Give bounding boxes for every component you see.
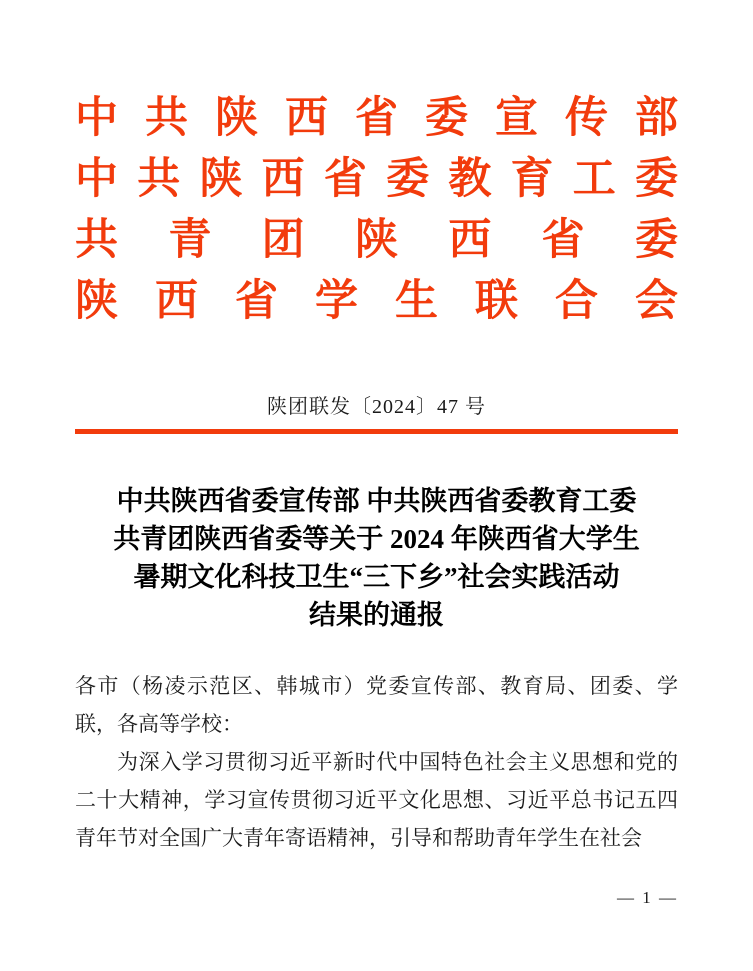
letterhead-character: 陕 <box>354 217 398 264</box>
title-line-4: 结果的通报 <box>309 600 444 630</box>
letterhead-character: 青 <box>168 217 212 264</box>
letterhead-character: 省 <box>235 278 278 325</box>
letterhead-character: 共 <box>145 95 188 142</box>
letterhead-character: 教 <box>448 156 492 203</box>
document-number: 陕团联发〔2024〕47 号 <box>267 396 486 418</box>
letterhead-character: 委 <box>634 217 678 264</box>
letterhead-character: 委 <box>425 95 468 142</box>
letterhead-character: 工 <box>572 156 616 203</box>
document-title <box>60 482 693 634</box>
letterhead-character: 西 <box>155 278 198 325</box>
letterhead-character: 团 <box>261 217 305 264</box>
letterhead-character: 传 <box>565 95 608 142</box>
letterhead-character: 西 <box>285 95 328 142</box>
page-number: — 1 — <box>617 888 678 907</box>
letterhead-character: 省 <box>541 217 585 264</box>
letterhead-character: 共 <box>137 156 181 203</box>
letterhead-character: 共 <box>75 217 118 264</box>
letterhead-character: 部 <box>635 95 678 142</box>
letterhead-org-line-3 <box>75 210 678 271</box>
letterhead-character: 育 <box>510 156 554 203</box>
letterhead-org-line-4 <box>75 271 678 332</box>
letterhead <box>75 88 678 332</box>
letterhead-character: 委 <box>386 156 430 203</box>
letterhead-character: 省 <box>355 95 398 142</box>
letterhead-character: 陕 <box>215 95 258 142</box>
letterhead-org-line-1 <box>75 88 678 149</box>
title-line-3: 暑期文化科技卫生“三下乡”社会实践活动 <box>133 562 620 592</box>
letterhead-character: 西 <box>448 217 492 264</box>
letterhead-character: 生 <box>395 278 438 325</box>
letterhead-character: 省 <box>323 156 367 203</box>
letterhead-character: 西 <box>261 156 305 203</box>
letterhead-character: 会 <box>635 278 678 325</box>
letterhead-character: 联 <box>475 278 518 325</box>
letterhead-character: 陕 <box>75 278 118 325</box>
letterhead-character: 陕 <box>199 156 243 203</box>
letterhead-character: 学 <box>315 278 358 325</box>
letterhead-org-line-2 <box>75 149 678 210</box>
recipients-salutation: 各市（杨凌示范区、韩城市）党委宣传部、教育局、团委、学联，各高等学校： <box>75 674 678 736</box>
letterhead-character: 委 <box>634 156 678 203</box>
title-line-1: 中共陕西省委宣传部 中共陕西省委教育工委 <box>116 486 637 516</box>
title-line-2: 共青团陕西省委等关于 2024 年陕西省大学生 <box>113 524 640 554</box>
letterhead-character: 合 <box>555 278 598 325</box>
letterhead-character: 中 <box>75 95 118 142</box>
document-body <box>75 667 678 857</box>
letterhead-character: 中 <box>75 156 118 203</box>
body-paragraph: 为深入学习贯彻习近平新时代中国特色社会主义思想和党的二十大精神，学习宣传贯彻习近平文化思想、习近平总书记五四青年节对全国广大青年寄语精神，引导和帮助青年学生在社会 <box>75 750 678 850</box>
letterhead-character: 宣 <box>495 95 538 142</box>
red-divider-rule <box>75 429 678 434</box>
